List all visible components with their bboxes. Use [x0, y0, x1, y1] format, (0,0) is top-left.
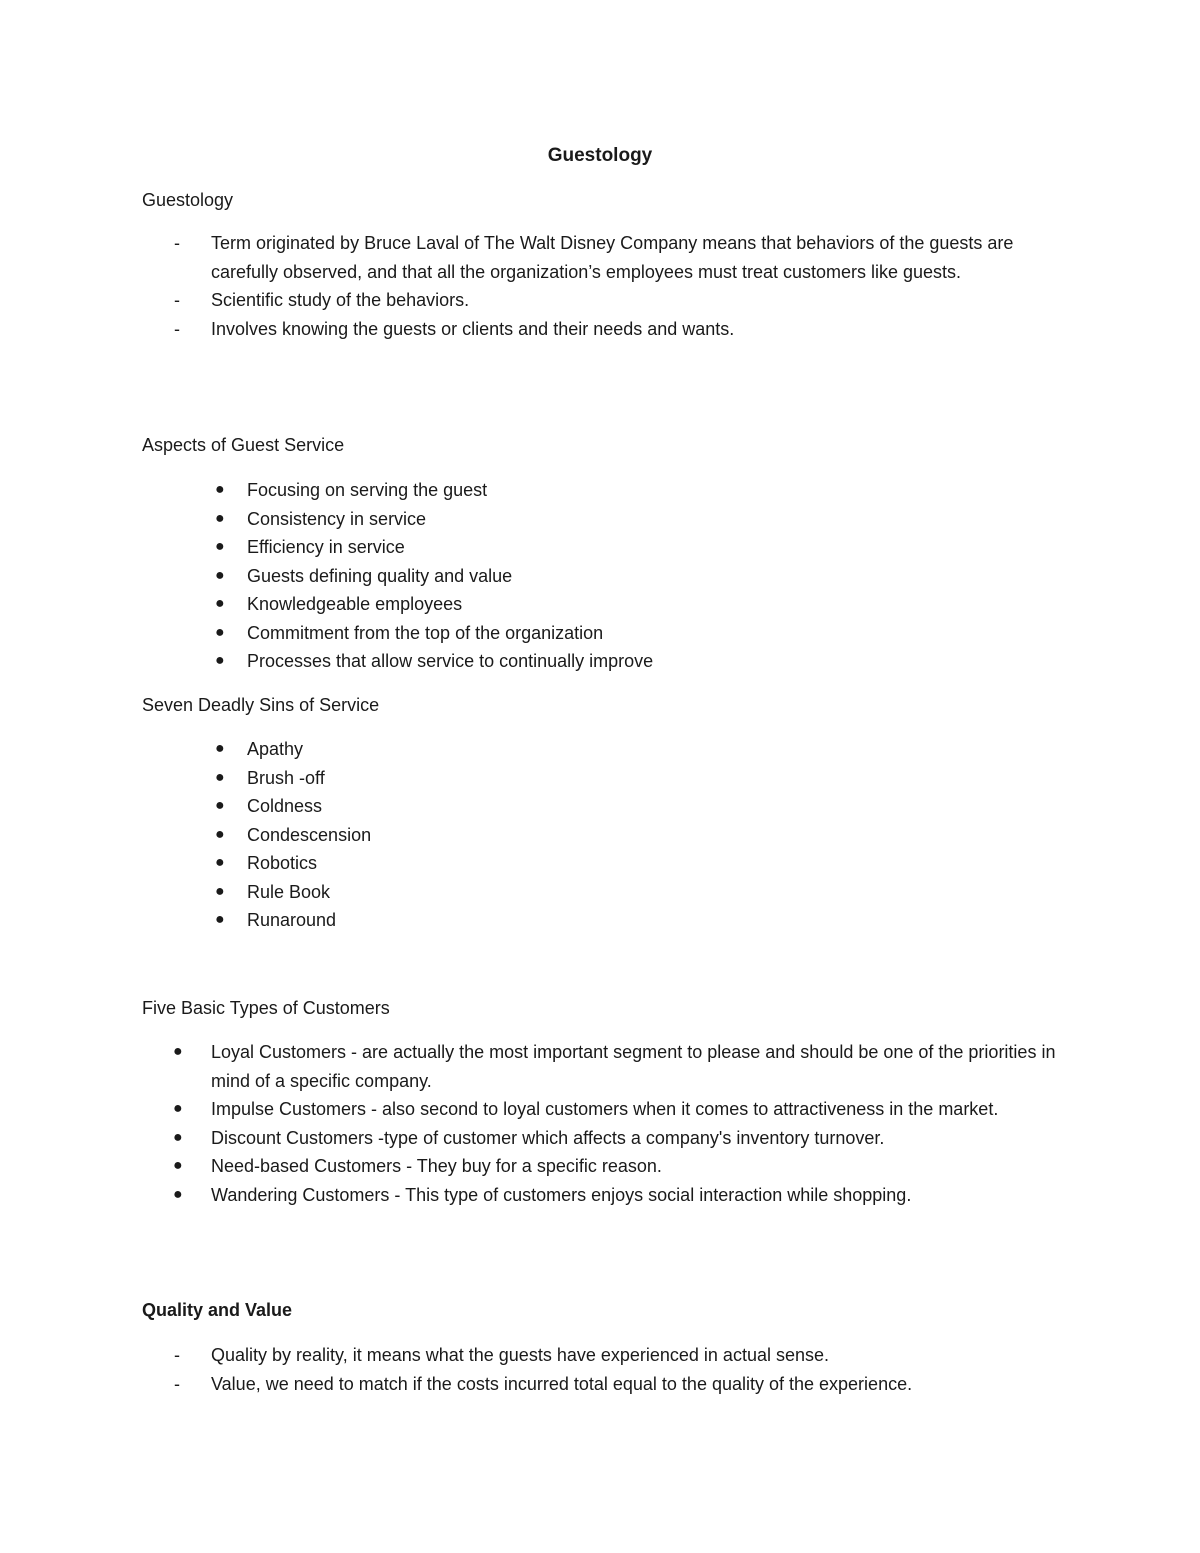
bullet-marker: ● — [215, 854, 225, 871]
bullet-marker: ● — [215, 538, 225, 555]
list-item — [142, 821, 1062, 850]
list-item-text: Impulse Customers - also second to loyal customers when it comes to attractiveness in the market. — [211, 1099, 999, 1119]
list-item-text: Term originated by Bruce Laval of The Walt Disney Company means that behaviors of the guests are carefully observed, and that all the organization’s employees must treat customers like guests. — [211, 233, 1014, 282]
list-item-text: Coldness — [247, 796, 323, 816]
bullet-marker: ● — [215, 595, 225, 612]
list-item — [142, 590, 1062, 619]
section-heading-sins: Seven Deadly Sins of Service — [142, 695, 380, 715]
list-item — [142, 1341, 1062, 1370]
list-item-text: Guests defining quality and value — [247, 565, 513, 586]
dash-marker: - — [174, 290, 180, 310]
dash-marker: - — [174, 1373, 180, 1394]
bullet-marker: ● — [215, 797, 225, 814]
list-item-text: Involves knowing the guests or clients and their needs and wants. — [211, 318, 735, 339]
bullet-marker: ● — [215, 825, 225, 843]
bullet-marker: ● — [173, 1185, 183, 1203]
dash-marker: - — [174, 233, 180, 253]
list-item — [142, 229, 1062, 286]
list-item — [142, 315, 1062, 344]
bullet-marker: ● — [215, 509, 225, 527]
list-item-text: Robotics — [247, 853, 318, 873]
quality-list — [142, 1341, 1062, 1398]
list-item-text: Discount Customers -type of customer which affects a company's inventory turnover. — [211, 1127, 885, 1148]
list-item-text: Wandering Customers - This type of customers enjoys social interaction while shopping. — [211, 1184, 912, 1205]
aspects-list — [142, 476, 1062, 676]
list-item-text: Scientific study of the behaviors. — [211, 290, 470, 310]
list-item-text: Consistency in service — [247, 508, 427, 529]
section-heading-guestology: Guestology — [142, 190, 234, 210]
section-heading-quality: Quality and Value — [142, 1300, 293, 1320]
list-item-text: Processes that allow service to continually improve — [247, 651, 654, 671]
list-item — [142, 533, 1062, 562]
list-item-text: Brush -off — [247, 767, 325, 788]
bullet-marker: ● — [215, 740, 225, 757]
list-item — [142, 1038, 1062, 1095]
list-item-text: Quality by reality, it means what the guests have experienced in actual sense. — [211, 1345, 830, 1365]
list-item — [142, 505, 1062, 534]
bullet-marker: ● — [215, 566, 225, 584]
list-item-text: Loyal Customers - are actually the most important segment to please and should be one of the priorities in mind of a specific company. — [211, 1042, 1056, 1091]
bullet-marker: ● — [215, 768, 225, 786]
list-item-text: Efficiency in service — [247, 537, 405, 557]
section-heading-customers: Five Basic Types of Customers — [142, 998, 390, 1018]
dash-marker: - — [174, 318, 180, 339]
list-item-text: Focusing on serving the guest — [247, 480, 488, 500]
bullet-marker: ● — [215, 623, 225, 641]
list-item — [142, 476, 1062, 505]
bullet-marker: ● — [173, 1157, 183, 1174]
section-heading-aspects: Aspects of Guest Service — [142, 435, 345, 455]
list-item — [142, 792, 1062, 821]
list-item — [142, 1124, 1062, 1153]
list-item — [142, 1181, 1062, 1210]
list-item — [142, 735, 1062, 764]
list-item — [142, 1095, 1062, 1124]
list-item-text: Commitment from the top of the organization — [247, 622, 604, 643]
sins-list — [142, 735, 1062, 935]
list-item-text: Value, we need to match if the costs incurred total equal to the quality of the experience. — [211, 1373, 913, 1394]
bullet-marker: ● — [173, 1043, 183, 1060]
dash-marker: - — [174, 1345, 180, 1365]
list-item — [142, 619, 1062, 648]
list-item — [142, 878, 1062, 907]
document-title: Guestology — [547, 145, 653, 166]
list-item — [142, 647, 1062, 676]
bullet-marker: ● — [173, 1128, 183, 1146]
list-item-text: Runaround — [247, 910, 337, 930]
list-item-text: Condescension — [247, 824, 372, 845]
list-item — [142, 1152, 1062, 1181]
bullet-marker: ● — [215, 911, 225, 928]
list-item-text: Rule Book — [247, 881, 331, 902]
bullet-marker: ● — [215, 481, 225, 498]
list-item — [142, 286, 1062, 315]
bullet-marker: ● — [215, 882, 225, 900]
list-item-text: Apathy — [247, 739, 304, 759]
list-item-text: Need-based Customers - They buy for a specific reason. — [211, 1156, 662, 1176]
list-item — [142, 906, 1062, 935]
guestology-list — [142, 229, 1062, 343]
list-item — [142, 1370, 1062, 1399]
bullet-marker: ● — [215, 652, 225, 669]
list-item — [142, 849, 1062, 878]
list-item-text: Knowledgeable employees — [247, 594, 463, 614]
customers-list — [142, 1038, 1062, 1209]
list-item — [142, 764, 1062, 793]
list-item — [142, 562, 1062, 591]
bullet-marker: ● — [173, 1100, 183, 1117]
